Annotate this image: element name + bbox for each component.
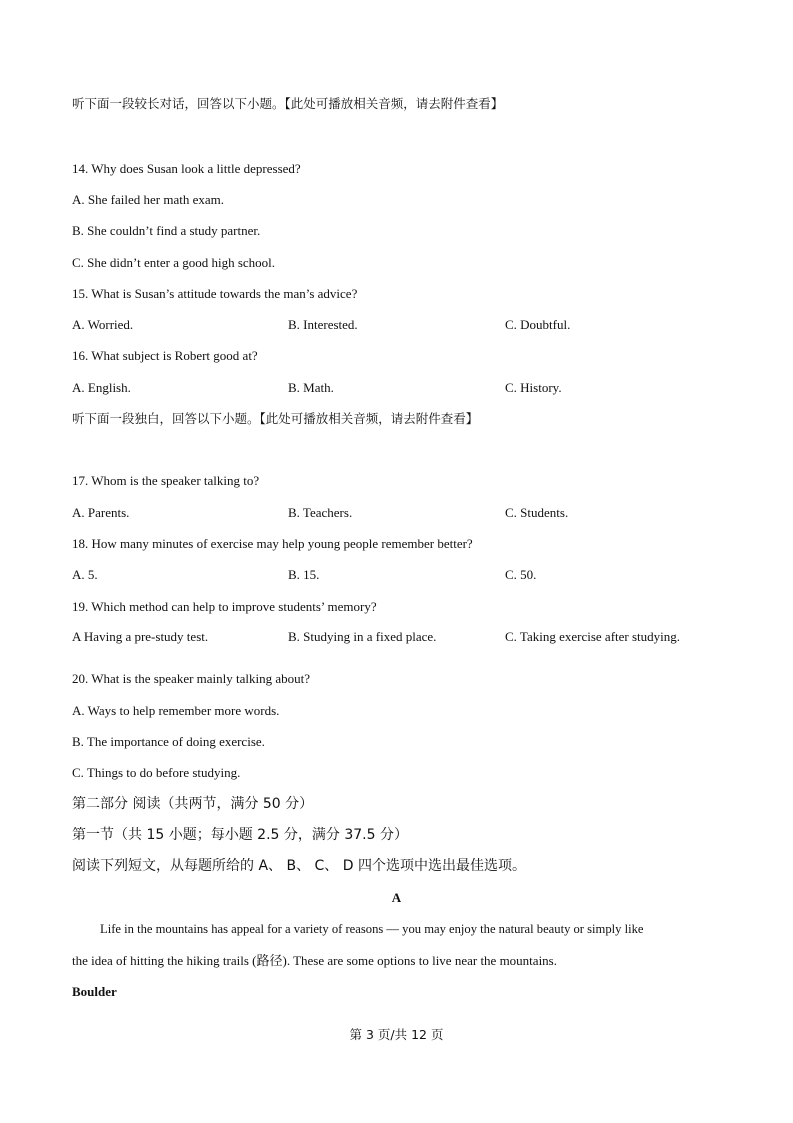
passage-paragraph-line-1: Life in the mountains has appeal for a variety of reasons — you may enjoy the natural beauty or simply like	[100, 922, 644, 936]
question-20-option-b: B. The importance of doing exercise.	[72, 734, 265, 749]
question-16-option-c: C. History.	[505, 380, 562, 395]
question-14-stem: 14. Why does Susan look a little depressed?	[72, 161, 301, 176]
question-17-stem: 17. Whom is the speaker talking to?	[72, 473, 260, 488]
passage-letter: A	[391, 890, 402, 905]
question-15-stem: 15. What is Susan’s attitude towards the man’s advice?	[72, 286, 358, 301]
question-16-option-a: A. English.	[72, 380, 131, 395]
question-14-option-c: C. She didn’t enter a good high school.	[72, 255, 276, 270]
question-17-option-b: B. Teachers.	[288, 505, 353, 520]
question-18-stem: 18. How many minutes of exercise may help young people remember better?	[72, 536, 473, 551]
question-17-option-c: C. Students.	[505, 505, 569, 520]
question-18-option-a: A. 5.	[72, 567, 98, 582]
question-19-option-b: B. Studying in a fixed place.	[288, 629, 437, 644]
question-14-option-a: A. She failed her math exam.	[72, 192, 224, 207]
question-15-option-a: A. Worried.	[72, 317, 134, 332]
instruction-dialogue: 听下面一段较长对话，回答以下小题。【此处可播放相关音频，请去附件查看】	[72, 96, 504, 111]
question-20-stem: 20. What is the speaker mainly talking about?	[72, 671, 311, 686]
question-16-option-b: B. Math.	[288, 380, 334, 395]
question-18-option-b: B. 15.	[288, 567, 320, 582]
question-20-option-a: A. Ways to help remember more words.	[72, 703, 280, 718]
question-18-option-c: C. 50.	[505, 567, 537, 582]
passage-subheading: Boulder	[72, 984, 117, 999]
reading-instruction: 阅读下列短文，从每题所给的 A、 B、 C、 D 四个选项中选出最佳选项。	[72, 858, 526, 874]
question-14-option-b: B. She couldn’t find a study partner.	[72, 223, 261, 238]
question-15-option-c: C. Doubtful.	[505, 317, 571, 332]
question-19-option-a: A Having a pre-study test.	[72, 629, 209, 644]
question-17-option-a: A. Parents.	[72, 505, 130, 520]
part2-heading: 第二部分 阅读（共两节，满分 50 分）	[72, 796, 314, 812]
question-19-option-c: C. Taking exercise after studying.	[505, 629, 681, 644]
page-number: 第 3 页/共 12 页	[349, 1027, 444, 1042]
question-15-option-b: B. Interested.	[288, 317, 358, 332]
question-16-stem: 16. What subject is Robert good at?	[72, 348, 258, 363]
section1-heading: 第一节（共 15 小题；每小题 2.5 分，满分 37.5 分）	[72, 827, 408, 843]
question-19-stem: 19. Which method can help to improve students’ memory?	[72, 599, 377, 614]
question-20-option-c: C. Things to do before studying.	[72, 765, 241, 780]
passage-paragraph-line-2: the idea of hitting the hiking trails (路径). These are some options to live near the mountains.	[72, 953, 557, 968]
instruction-monologue: 听下面一段独白，回答以下小题。【此处可播放相关音频，请去附件查看】	[72, 411, 479, 426]
